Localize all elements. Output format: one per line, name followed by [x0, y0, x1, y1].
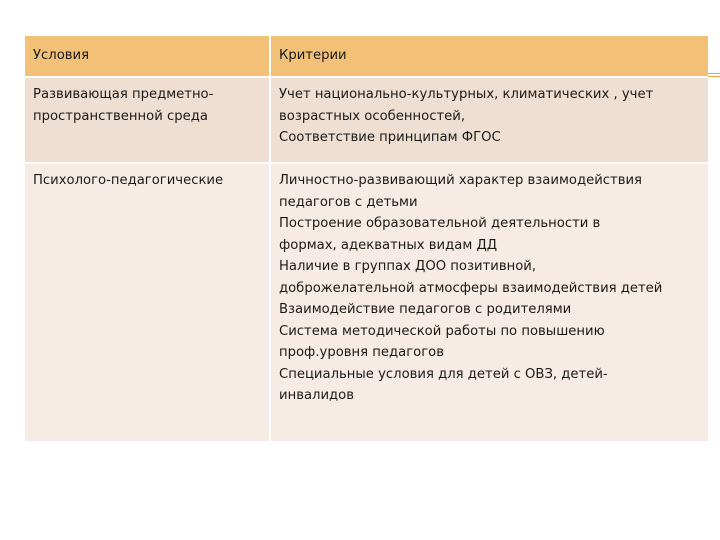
table-row	[25, 163, 708, 441]
criteria-text: педагогов с детьми	[279, 194, 418, 210]
header-label: Критерии	[279, 48, 347, 64]
decorative-accent-line	[708, 76, 720, 77]
criteria-text: Личностно-развивающий характер взаимодействия	[279, 173, 642, 188]
criteria-text: проф.уровня педагогов	[279, 345, 444, 360]
criteria-text: доброжелательной атмосферы взаимодействия детей	[279, 280, 663, 296]
condition-text: пространственной среда	[33, 108, 208, 124]
criteria-text: Система методической работы по повышению	[279, 323, 605, 339]
criteria-text: формах, адекватных видам ДД	[279, 237, 498, 253]
criteria-text: Соответствие принципам ФГОС	[279, 130, 501, 145]
criteria-text: Взаимодействие педагогов с родителями	[279, 302, 572, 317]
condition-cell	[25, 77, 270, 163]
criteria-table	[25, 36, 708, 441]
criteria-text: инвалидов	[279, 388, 355, 403]
table-row	[25, 77, 708, 163]
criteria-text: Учет национально-культурных, климатических , учет	[279, 87, 654, 102]
criteria-text: Наличие в группах ДОО позитивной,	[279, 259, 537, 274]
table-header-row	[25, 36, 708, 77]
condition-cell	[25, 163, 270, 441]
criteria-text: возрастных особенностей,	[279, 108, 466, 124]
decorative-accent-line	[708, 73, 720, 74]
criteria-text: Построение образовательной деятельности в	[279, 216, 601, 231]
header-label: Условия	[33, 48, 90, 64]
criteria-cell	[270, 77, 708, 163]
condition-text: Развивающая предметно-	[33, 87, 214, 102]
header-cell-conditions	[25, 36, 270, 77]
criteria-cell	[270, 163, 708, 441]
header-cell-criteria	[270, 36, 708, 77]
condition-text: Психолого-педагогические	[33, 173, 224, 188]
criteria-text: Специальные условия для детей с ОВЗ, детей-	[279, 366, 608, 382]
